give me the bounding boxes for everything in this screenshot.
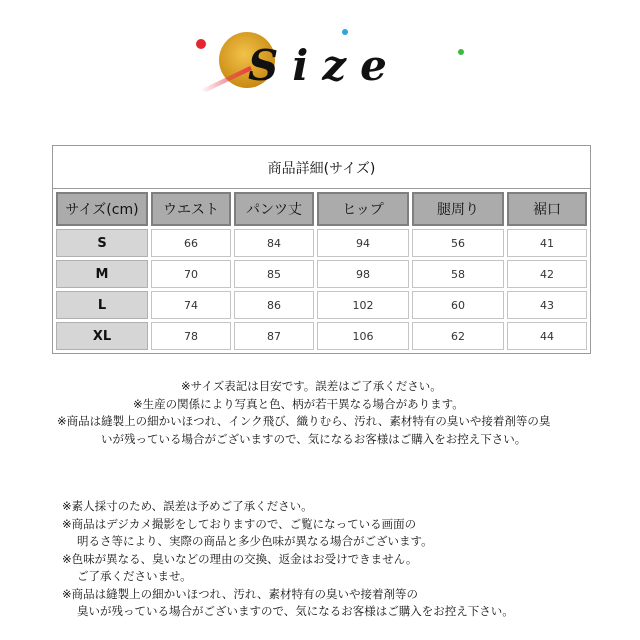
size-logo: [0, 0, 640, 120]
header-row: [56, 192, 587, 226]
note-line: ご了承くださいませ。: [77, 569, 192, 583]
size-grid: [53, 189, 590, 353]
note-line: ※色味が異なる、臭いなどの理由の交換、返金はお受けできません。: [62, 551, 418, 566]
note-line: 臭いが残っている場合がございますので、気になるお客様はご購入をお控え下さい。: [77, 604, 514, 618]
note-line: ※素人採寸のため、誤差は予めご了承ください。: [62, 499, 313, 513]
note-line: ※サイズ表記は目安です。誤差はご了承ください。: [181, 379, 442, 393]
table-row: [56, 260, 587, 288]
header-cell: サイズ(cm): [56, 192, 148, 226]
table-cell: 42: [507, 260, 587, 288]
table-cell: 43: [507, 291, 587, 319]
note-line: ※生産の関係により写真と色、柄が若干異なる場合があります。: [133, 396, 464, 411]
notes-bottom: [0, 498, 640, 621]
size-label-cell: S: [56, 229, 148, 257]
logo-word: Size: [248, 41, 401, 90]
table-cell: 87: [234, 322, 314, 350]
size-label-cell: XL: [56, 322, 148, 350]
table-cell: 41: [507, 229, 587, 257]
table-cell: 62: [412, 322, 504, 350]
table-cell: 102: [317, 291, 409, 319]
note-line: 明るさ等により、実際の商品と多少色味が異なる場合がございます。: [77, 534, 433, 548]
size-label-cell: M: [56, 260, 148, 288]
header-cell: ヒップ: [317, 192, 409, 226]
table-cell: 84: [234, 229, 314, 257]
notes-top: [0, 378, 640, 448]
header-cell: ウエスト: [151, 192, 231, 226]
table-cell: 44: [507, 322, 587, 350]
table-cell: 98: [317, 260, 409, 288]
red-dot-icon: [196, 39, 206, 49]
note-line: いが残っている場合がございますので、気になるお客様はご購入をお控え下さい。: [101, 431, 527, 446]
table-title: 商品詳細(サイズ): [53, 146, 590, 189]
table-cell: 94: [317, 229, 409, 257]
note-line: ※商品はデジカメ撮影をしておりますので、ご覧になっている画面の: [62, 516, 417, 531]
blue-dot-icon: [342, 29, 348, 35]
table-cell: 70: [151, 260, 231, 288]
size-table: [52, 145, 591, 354]
note-line: ※商品は縫製上の細かいほつれ、汚れ、素材特有の臭いや接着剤等の: [62, 586, 419, 601]
table-cell: 78: [151, 322, 231, 350]
green-dot-icon: [458, 49, 464, 55]
table-cell: 66: [151, 229, 231, 257]
header-cell: 腿周り: [412, 192, 504, 226]
table-row: [56, 322, 587, 350]
header-cell: パンツ丈: [234, 192, 314, 226]
table-row: [56, 229, 587, 257]
table-cell: 106: [317, 322, 409, 350]
table-cell: 74: [151, 291, 231, 319]
table-row: [56, 291, 587, 319]
table-cell: 60: [412, 291, 504, 319]
table-cell: 85: [234, 260, 314, 288]
table-cell: 58: [412, 260, 504, 288]
size-label-cell: L: [56, 291, 148, 319]
header-cell: 裾口: [507, 192, 587, 226]
table-cell: 86: [234, 291, 314, 319]
table-cell: 56: [412, 229, 504, 257]
note-line: ※商品は縫製上の細かいほつれ、インク飛び、織りむら、汚れ、素材特有の臭いや接着剤等の臭: [57, 414, 551, 428]
